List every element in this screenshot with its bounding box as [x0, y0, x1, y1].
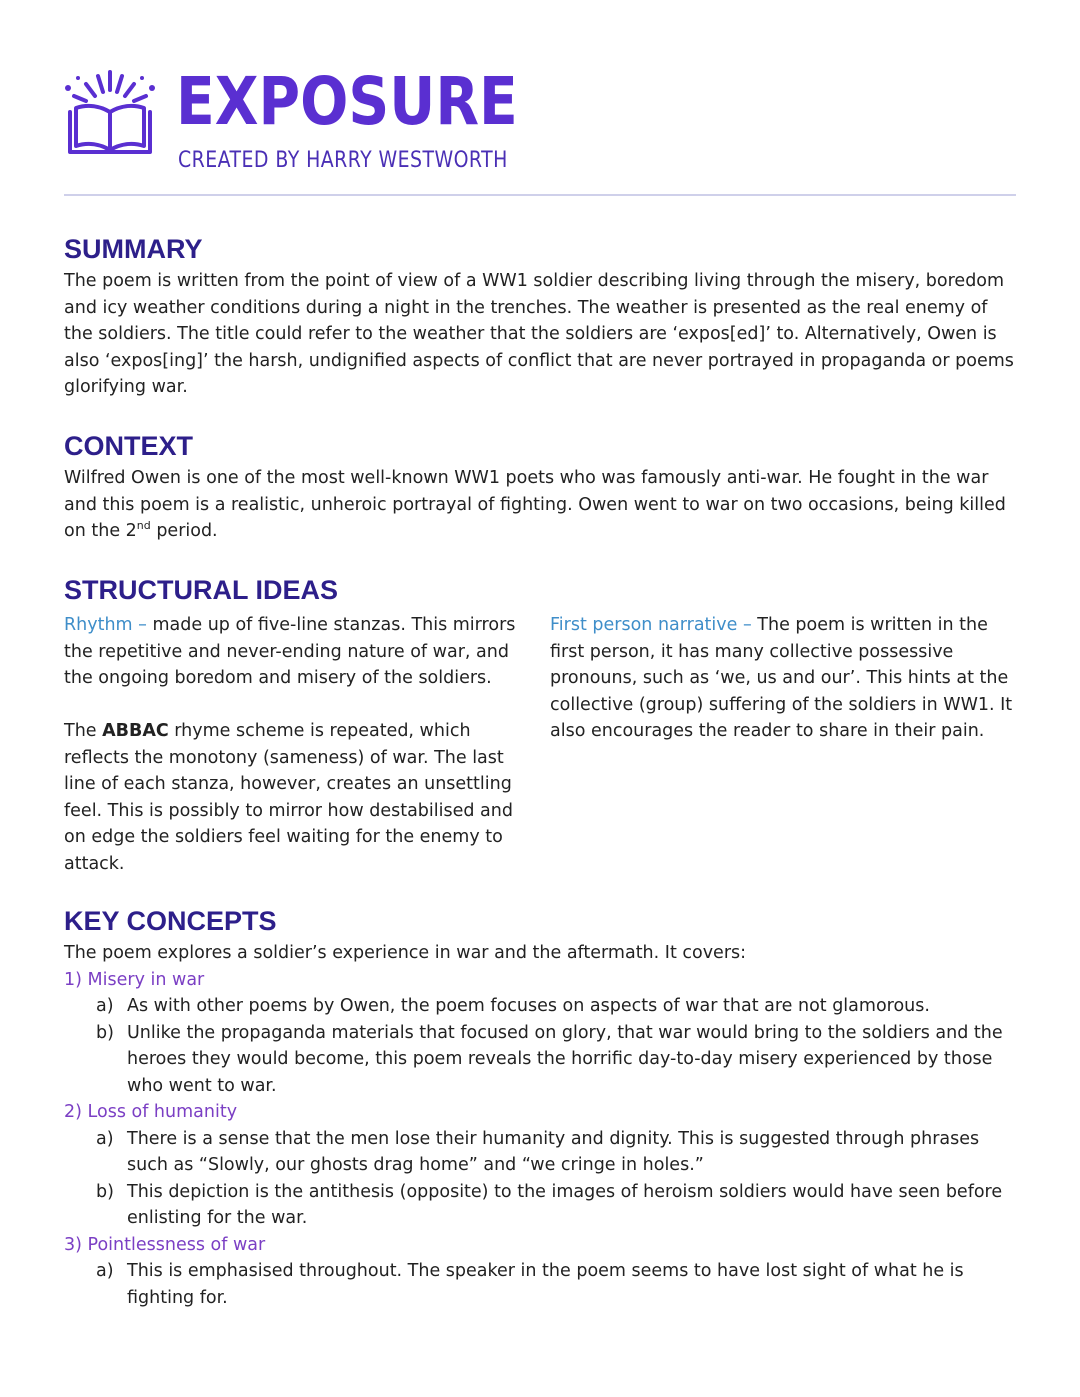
key-concepts-section	[64, 905, 1016, 1311]
structural-columns	[64, 612, 1016, 877]
list-item: 3) Pointlessness of war a) This is emphasised throughout. The speaker in the poem seems to have lost sight of what he is fighting for.	[64, 1232, 1016, 1312]
list-item: b) This depiction is the antithesis (opposite) to the images of heroism soldiers would have seen before enlisting for the war.	[96, 1181, 1003, 1228]
key-concepts-intro: The poem explores a soldier’s experience in war and the aftermath. It covers:	[64, 943, 747, 963]
header-divider	[64, 194, 1016, 196]
list-item: a) This is emphasised throughout. The speaker in the poem seems to have lost sight of what he is fighting for.	[96, 1261, 964, 1308]
rhythm-label: Rhythm –	[64, 615, 147, 635]
first-person-label: First person narrative –	[550, 615, 752, 635]
summary-heading: SUMMARY	[64, 234, 203, 264]
structural-heading: STRUCTURAL IDEAS	[64, 575, 339, 605]
key-concepts-list	[64, 967, 1016, 1312]
structural-left-column	[64, 612, 534, 877]
list-item: a) There is a sense that the men lose their humanity and dignity. This is suggested through phrases such as “Slowly, our ghosts drag home” and “we cringe in holes.”	[96, 1128, 980, 1175]
rhyme-paragraph: The ABBAC rhyme scheme is repeated, which reflects the monotony (sameness) of war. The last line of each stanza, however, creates an unsettling feel. This is possibly to mirror how destabilised and on edge the soldiers feel waiting for the enemy to attack.	[64, 721, 513, 874]
concept-title: Pointlessness of war	[87, 1234, 266, 1255]
context-section	[64, 430, 1016, 545]
summary-section	[64, 233, 1016, 401]
list-item: a) As with other poems by Owen, the poem focuses on aspects of war that are not glamorous.	[96, 996, 930, 1016]
first-person-paragraph: First person narrative – The poem is written in the first person, it has many collective possessive pronouns, such as ‘we, us and our’. This hints at the collective (group) suffering of the soldiers in WW1. It also encourages the reader to share in their pain.	[550, 615, 1013, 741]
document-title: EXPOSURE	[176, 63, 518, 140]
concept-title: Loss of humanity	[87, 1102, 238, 1122]
rhythm-paragraph: Rhythm – made up of five-line stanzas. This mirrors the repetitive and never-ending nature of war, and the ongoing boredom and misery of the soldiers.	[64, 615, 516, 688]
list-item: 2) Loss of humanity a) There is a sense that the men lose their humanity and dignity. This is suggested through phrases such as “Slowly, our ghosts drag home” and “we cringe in holes.” b) This depiction is the antithesis (opposite) to the images of heroism soldiers would have seen before enlisting for the war.	[64, 1099, 1016, 1232]
list-item: 1) Misery in war a) As with other poems by Owen, the poem focuses on aspects of war that are not glamorous. b) Unlike the propaganda materials that focused on glory, that war would bring to the soldiers and the heroes they would become, this poem reveals the horrific day-to-day misery experienced by those who went to war.	[64, 967, 1016, 1100]
context-body: Wilfred Owen is one of the most well-known WW1 poets who was famously anti-war. He fought in the war and this poem is a realistic, unheroic portrayal of fighting. Owen went to war on two occasions, being killed on the 2nd period.	[64, 468, 1006, 541]
key-concepts-heading: KEY CONCEPTS	[64, 906, 277, 936]
document-header	[64, 62, 1024, 182]
open-book-sparkle-icon	[64, 68, 156, 160]
structural-right-column	[550, 612, 1016, 877]
context-heading: CONTEXT	[64, 431, 194, 461]
list-item: b) Unlike the propaganda materials that focused on glory, that war would bring to the soldiers and the heroes they would become, this poem reveals the horrific day-to-day misery experienced by those who went to war.	[96, 1022, 1003, 1096]
summary-body: The poem is written from the point of view of a WW1 soldier describing living through the misery, boredom and icy weather conditions during a night in the trenches. The weather is presented as the real enemy of the soldiers. The title could refer to the weather that the soldiers are ‘expos[ed]’ to. Alternatively, Owen is also ‘expos[ing]’ the harsh, undignified aspects of conflict that are never portrayed in propaganda or poems glorifying war.	[64, 271, 1014, 397]
document-author: CREATED BY HARRY WESTWORTH	[178, 148, 508, 173]
rhyme-scheme: ABBAC	[102, 721, 169, 741]
concept-title: Misery in war	[87, 969, 205, 990]
structural-section	[64, 574, 1016, 877]
